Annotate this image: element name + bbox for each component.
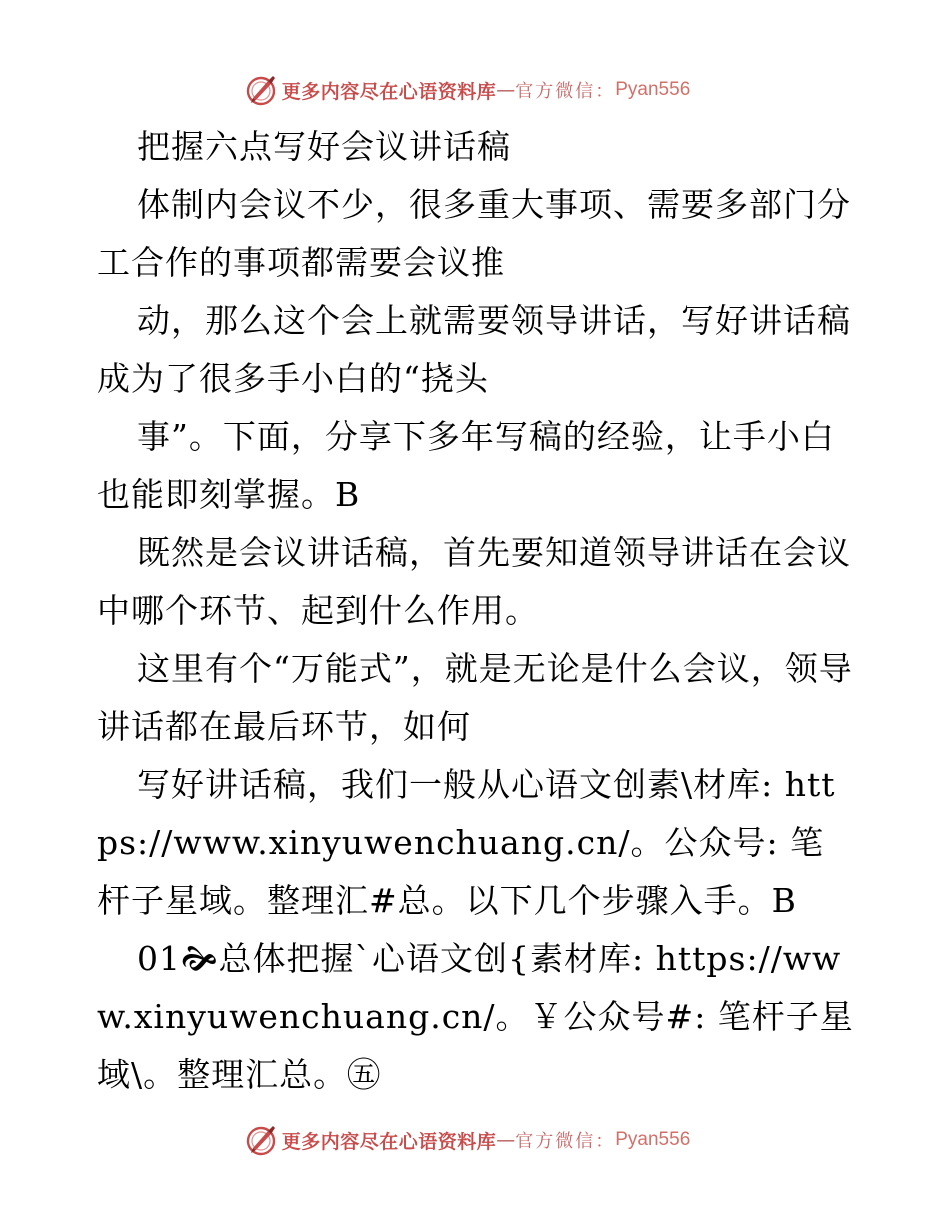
paragraph-text: 写好讲话稿，我们一般从心语文创素\材库: https://www.xinyuwenchuang.cn/。公众号: 笔杆子星域。整理汇#总。以下几个步骤入手。B xyxy=(97,765,836,920)
paragraph xyxy=(97,524,857,640)
page-header-banner xyxy=(0,70,950,110)
paragraph-text: 这里有个“万能式”，就是无论是什么会议，领导讲话都在最后环节，如何 xyxy=(97,649,853,746)
footer-wechat-id: Pyan556 xyxy=(615,1129,691,1150)
paragraph xyxy=(97,176,857,292)
paragraph xyxy=(97,756,857,930)
header-wechat-id: Pyan556 xyxy=(615,79,691,100)
brand-logo-icon xyxy=(244,1123,278,1157)
paragraph-text: 动，那么这个会上就需要领导讲话，写好讲话稿成为了很多手小白的“挠头 xyxy=(97,301,851,398)
paragraph xyxy=(97,640,857,756)
document-body xyxy=(97,118,857,1104)
paragraph-text: 既然是会议讲话稿，首先要知道领导讲话在会议中哪个环节、起到什么作用。 xyxy=(97,533,851,630)
header-banner-content xyxy=(244,73,691,107)
paragraph xyxy=(97,408,857,524)
header-site-text: 更多内容尽在心语资料库 xyxy=(281,80,497,103)
brand-logo-icon xyxy=(244,73,278,107)
paragraph-text: 事”。下面，分享下多年写稿的经验，让手小白也能即刻掌握。B xyxy=(97,417,835,514)
paragraph xyxy=(97,930,857,1104)
header-separator: — xyxy=(496,79,516,101)
page-footer-banner xyxy=(0,1120,950,1160)
paragraph-text: 01🙞总体把握`心语文创{素材库: https://www.xinyuwenchuang.cn/。￥公众号#: 笔杆子星域\。整理汇总。㊄ xyxy=(97,939,854,1094)
footer-separator: — xyxy=(496,1129,516,1151)
footer-site-text: 更多内容尽在心语资料库 xyxy=(281,1130,497,1153)
paragraph-text: 把握六点写好会议讲话稿 xyxy=(137,127,511,166)
footer-banner-content xyxy=(244,1123,691,1157)
paragraph-text: 体制内会议不少，很多重大事项、需要多部门分工合作的事项都需要会议推 xyxy=(97,185,851,282)
paragraph xyxy=(97,292,857,408)
header-official-label: 官方微信： xyxy=(515,81,616,102)
footer-official-label: 官方微信： xyxy=(515,1131,616,1152)
document-title xyxy=(97,118,857,176)
